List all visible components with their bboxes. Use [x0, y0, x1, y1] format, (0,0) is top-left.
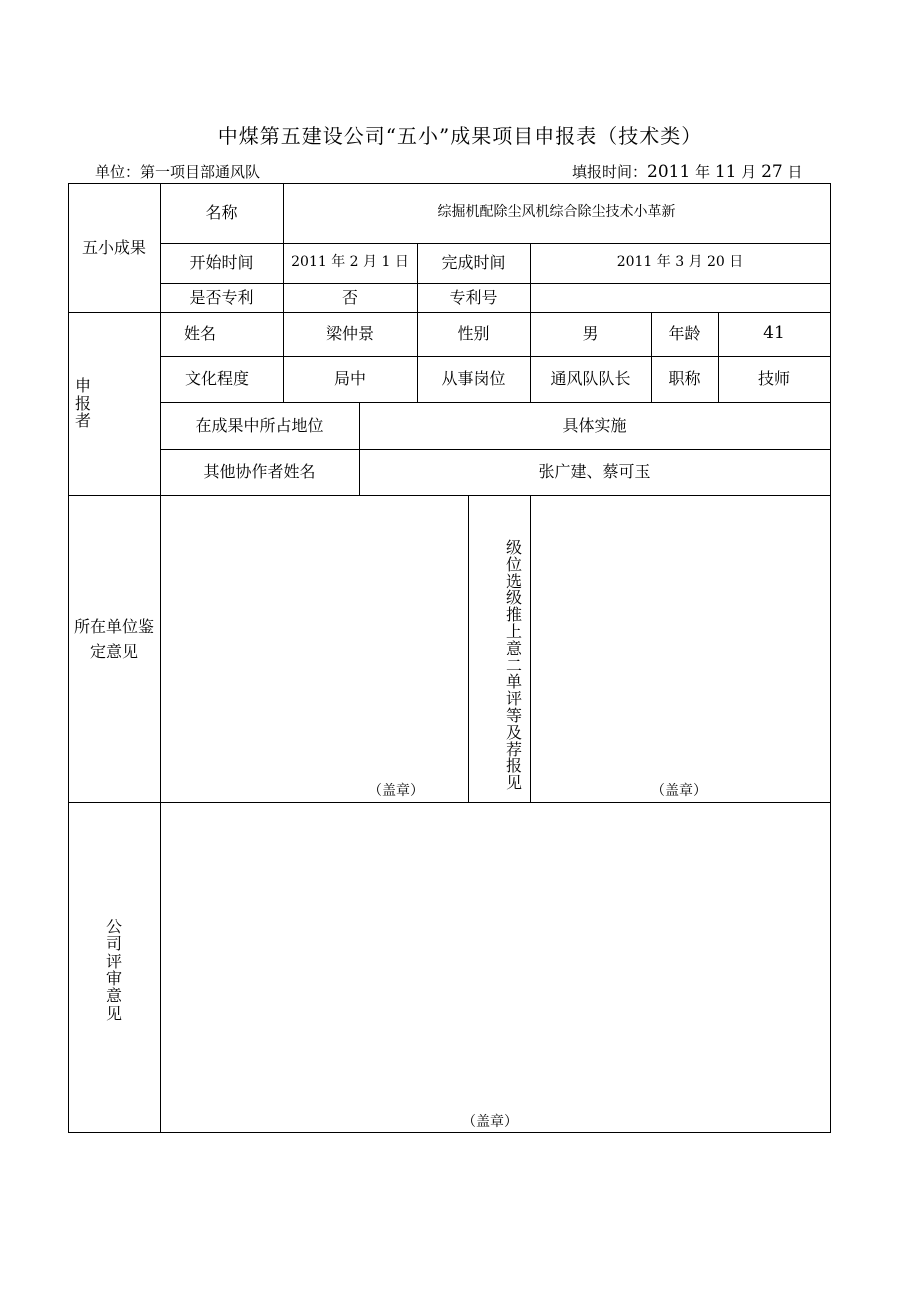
second-level-label-char: 级 — [505, 588, 522, 608]
company-label-char: 公 — [105, 917, 122, 937]
second-level-label-char: 二 — [505, 655, 522, 675]
table-border-bottom — [68, 1132, 831, 1133]
end-time-label: 完成时间 — [441, 253, 506, 272]
coworkers-label: 其他协作者姓名 — [203, 462, 316, 481]
second-level-seal: （盖章） — [651, 783, 707, 799]
unit-opinion-label-line: 所在单位鉴 — [73, 617, 154, 637]
post-value: 通风队队长 — [550, 369, 631, 388]
post-label: 从事岗位 — [441, 369, 506, 388]
second-level-label-char: 选 — [505, 571, 522, 591]
education-value: 局中 — [333, 369, 366, 388]
date-month-unit: 月 — [741, 163, 757, 181]
role-value: 具体实施 — [562, 415, 627, 435]
end-time-value: 2011 年 3 月 20 日 — [616, 254, 744, 271]
date-month: 11 — [714, 162, 737, 182]
second-level-label-char: 上 — [505, 621, 522, 641]
start-time-label: 开始时间 — [189, 253, 254, 272]
column-divider — [468, 495, 469, 803]
gender-label: 性别 — [457, 324, 490, 343]
unit-seal: （盖章） — [368, 783, 424, 799]
company-label-char: 评 — [105, 951, 122, 971]
applicant-label-char: 者 — [74, 411, 91, 431]
second-level-label-char: 报 — [505, 756, 522, 776]
date-day-unit: 日 — [787, 163, 803, 181]
page-title: 中煤第五建设公司“五小”成果项目申报表（技术类） — [217, 124, 703, 148]
achievement-section-label: 五小成果 — [81, 238, 146, 257]
second-level-label-char: 推 — [505, 605, 522, 625]
applicant-section-label — [68, 312, 98, 495]
second-level-label-char: 意 — [505, 638, 522, 658]
applicant-name-value: 梁仲景 — [325, 324, 374, 343]
applicant-label-char: 报 — [74, 393, 91, 413]
company-label-char: 意 — [105, 986, 122, 1006]
table-border-right — [830, 183, 831, 1133]
section-divider — [68, 495, 831, 496]
second-level-opinion-label — [498, 540, 530, 800]
second-level-label-char: 评 — [505, 689, 522, 709]
company-opinion-label — [98, 918, 130, 1022]
gender-value: 男 — [582, 324, 599, 343]
company-seal: （盖章） — [462, 1114, 518, 1130]
coworkers-value: 张广建、蔡可玉 — [538, 462, 651, 481]
second-level-label-char: 见 — [505, 773, 522, 793]
date-day: 27 — [761, 162, 783, 182]
job-title-label: 职称 — [668, 369, 701, 388]
company-label-char: 见 — [105, 1003, 122, 1023]
applicant-label-char: 申 — [74, 376, 91, 396]
second-level-label-char: 荐 — [505, 739, 522, 759]
second-level-label-char: 级 — [505, 538, 522, 557]
name-label: 名称 — [205, 203, 238, 222]
patent-value: 否 — [341, 288, 358, 307]
second-level-label-char: 等 — [505, 705, 522, 725]
unit-line: 单位：第一项目部通风队 — [95, 163, 261, 181]
second-level-label-char: 单 — [505, 672, 522, 692]
date-year: 2011 — [647, 162, 691, 182]
unit-opinion-label — [68, 612, 160, 668]
company-label-char: 司 — [105, 934, 122, 954]
patent-number-value — [530, 283, 830, 313]
company-label-char: 审 — [105, 969, 122, 988]
education-label: 文化程度 — [184, 369, 249, 388]
second-level-label-char: 及 — [505, 722, 522, 742]
name-value: 综掘机配除尘风机综合除尘技术小革新 — [437, 204, 676, 221]
date-year-unit: 年 — [695, 163, 711, 181]
section-divider — [68, 802, 831, 803]
job-title-value: 技师 — [757, 369, 790, 388]
date-prefix: 填报时间： — [572, 163, 648, 181]
start-time-value: 2011 年 2 月 1 日 — [291, 254, 409, 271]
age-value: 41 — [763, 323, 785, 344]
column-divider — [530, 495, 531, 803]
unit-opinion-label-line: 定意见 — [89, 642, 138, 661]
role-label: 在成果中所占地位 — [195, 415, 324, 435]
patent-label: 是否专利 — [189, 288, 254, 307]
age-label: 年龄 — [668, 324, 701, 343]
second-level-label-char: 位 — [505, 554, 522, 574]
date-line — [572, 161, 803, 182]
applicant-name-label: 姓名 — [183, 324, 216, 343]
patent-number-label: 专利号 — [449, 288, 498, 307]
